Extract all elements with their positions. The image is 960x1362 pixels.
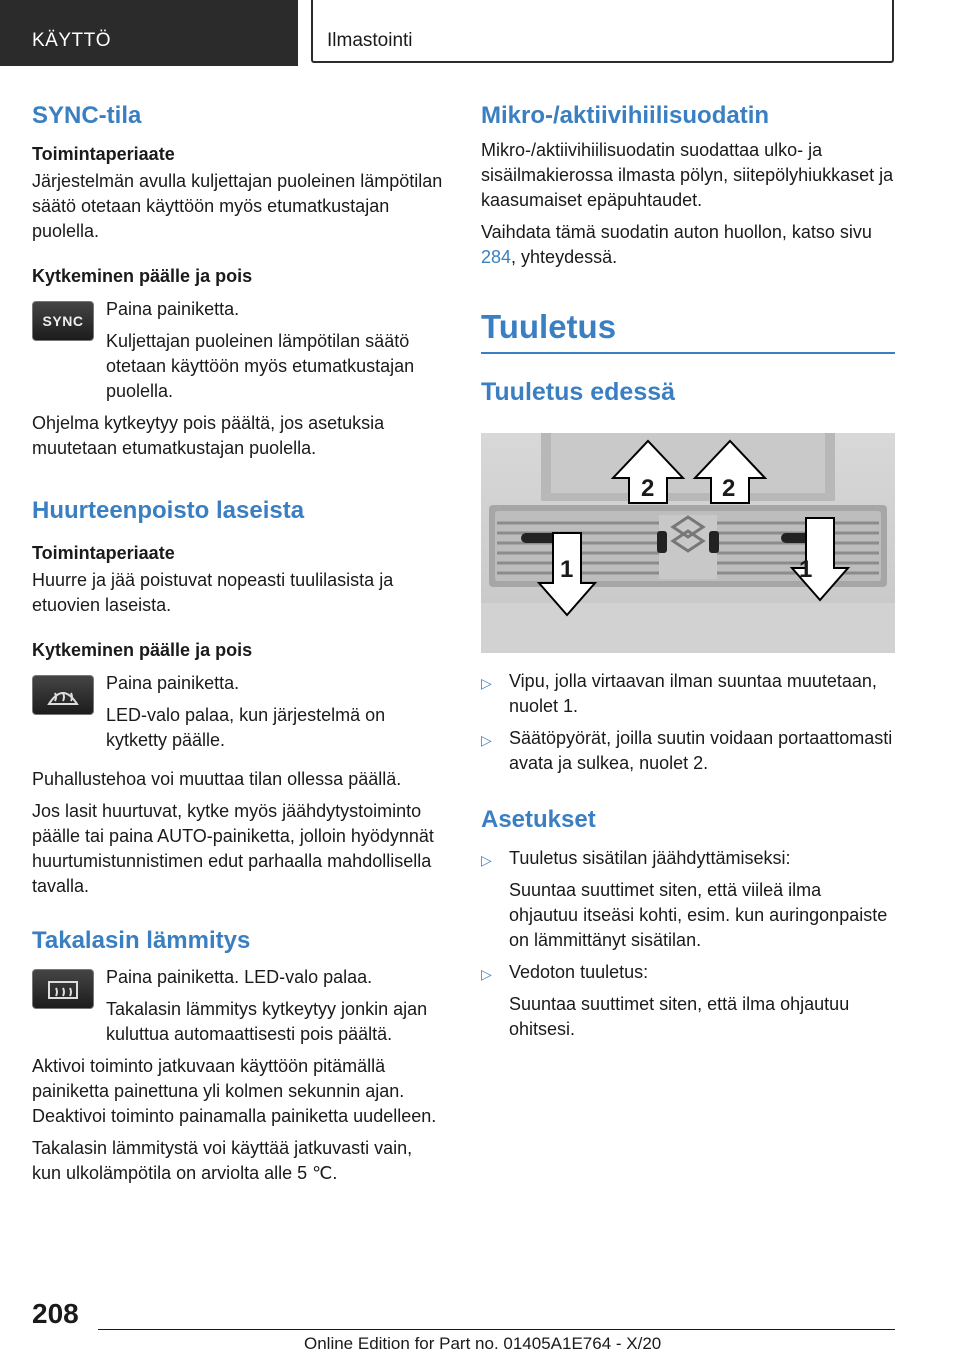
- rear-title: Takalasin lämmitys: [32, 927, 251, 954]
- sync-effect-text: Kuljettajan puoleinen lämpötilan säätö otetaan käyttöön myös etumatkustajan puolella.: [106, 331, 415, 401]
- sync-title: SYNC-tila: [32, 102, 142, 129]
- defrost-principle-text: Huurre ja jää poistuvat nopeasti tuulilasista ja etuovien laseista.: [32, 570, 394, 615]
- filter-text: Mikro-/aktiivihiilisuodatin suodattaa ulko- ja sisäilmakierossa ilmasta pölyn, siitepölyhiukkaset ja kaasumaiset epäpuhtaudet.: [481, 140, 894, 210]
- settings-detail: Suuntaa suuttimet siten, että ilma ohjautuu ohitsesi.: [509, 994, 850, 1039]
- filter-service-text: Vaihdata tämä suodatin auton huollon, katso sivu 284, yhteydessä.: [481, 222, 872, 267]
- windshield-defrost-icon: [32, 675, 94, 715]
- list-item: ▷ Vipu, jolla virtaavan ilman suuntaa muutetaan, nuolet 1.: [481, 671, 877, 716]
- sync-button-label: SYNC: [42, 313, 84, 329]
- footer-divider: [98, 1329, 895, 1330]
- defrost-led-text: LED-valo palaa, kun järjestelmä on kytketty päälle.: [106, 705, 386, 750]
- bullet-triangle-icon: ▷: [481, 852, 492, 868]
- section-tab: [0, 0, 298, 66]
- sync-press-text: Paina painiketta.: [106, 299, 240, 319]
- defrost-button-block: [32, 671, 446, 753]
- section-label: KÄYTTÖ: [32, 30, 112, 51]
- defrost-tip-text: Jos lasit huurtuvat, kytke myös jäähdytystoiminto päälle tai paina AUTO-painiketta, jolloin hyödynnät huurtumistunnistimen edut parhaalla mahdollisella tavalla.: [32, 801, 434, 896]
- filter-title: Mikro-/aktiivihiilisuodatin: [481, 102, 770, 129]
- settings-list: [481, 846, 895, 1042]
- settings-detail: Suuntaa suuttimet siten, että viileä ilma ohjautuu itseäsi kohti, esim. kun auringonpaiste on lämmittänyt sisätilan.: [509, 880, 888, 950]
- sync-button-block: [32, 297, 446, 404]
- rear-button-block: [32, 965, 446, 1047]
- callout-1-left: 1: [560, 556, 574, 583]
- chapter-tab: [311, 0, 894, 63]
- footer-edition: Online Edition for Part no. 01405A1E764 - X/20: [304, 1334, 662, 1353]
- rear-continuous-text: Aktivoi toiminto jatkuvaan käyttöön pitämällä painiketta painettuna yli kolmen sekunnin ajan. Deaktivoi toiminto painamalla painiketta uudelleen.: [32, 1056, 437, 1126]
- list-item: ▷ Tuuletus sisätilan jäähdyttämiseksi: Suuntaa suuttimet siten, että viileä ilma ohjautuu itseäsi kohti, esim. kun auringonpaiste on lämmittänyt sisätilan.: [481, 846, 895, 953]
- callout-1-right: 1: [799, 556, 813, 583]
- bullet-triangle-icon: ▷: [481, 675, 492, 691]
- defrost-press-text: Paina painiketta.: [106, 673, 240, 693]
- chapter-label: Ilmastointi: [327, 30, 413, 51]
- bullet-triangle-icon: ▷: [481, 966, 492, 982]
- rear-auto-text: Takalasin lämmitys kytkeytyy jonkin ajan kuluttua automaattisesti pois päältä.: [106, 999, 428, 1044]
- rear-window-heating-icon: [32, 969, 94, 1009]
- bullet-triangle-icon: ▷: [481, 732, 492, 748]
- sync-switch-heading: Kytkeminen päälle ja pois: [32, 266, 253, 286]
- list-item: ▷ Vedoton tuuletus: Suuntaa suuttimet siten, että ilma ohjautuu ohitsesi.: [481, 960, 895, 1042]
- front-ventilation-title: Tuuletus edessä: [481, 378, 676, 406]
- left-column: [32, 100, 446, 1186]
- sync-note-text: Ohjelma kytkeytyy pois päältä, jos asetuksia muutetaan etumatkustajan puolella.: [32, 413, 385, 458]
- right-column: [481, 100, 895, 1042]
- callout-2-left: 2: [641, 475, 655, 502]
- defrost-fan-text: Puhallustehoa voi muuttaa tilan ollessa päällä.: [32, 769, 402, 789]
- ventilation-main-title: Tuuletus: [481, 308, 895, 354]
- sync-principle-text: Järjestelmän avulla kuljettajan puoleinen lämpötilan säätö otetaan käyttöön myös etumatkustajan puolella.: [32, 171, 443, 241]
- callout-2-right: 2: [722, 475, 736, 502]
- sync-button-image: [32, 301, 94, 341]
- settings-title: Asetukset: [481, 806, 596, 833]
- list-item: ▷ Säätöpyörät, joilla suutin voidaan portaattomasti avata ja sulkea, nuolet 2.: [481, 728, 893, 773]
- page-reference-link[interactable]: 284: [481, 247, 512, 267]
- page-header: [0, 0, 960, 66]
- page-number: 208: [32, 1298, 79, 1329]
- defrost-switch-heading: Kytkeminen päälle ja pois: [32, 640, 253, 660]
- rear-limit-text: Takalasin lämmitystä voi käyttää jatkuvasti vain, kun ulkolämpötila on arviolta alle 5 ℃.: [32, 1138, 413, 1183]
- front-vents-photo: [481, 433, 895, 653]
- defrost-principle-heading: Toimintaperiaate: [32, 543, 175, 563]
- defrost-title: Huurteenpoisto laseista: [32, 497, 305, 524]
- vent-items-list: [481, 669, 895, 776]
- sync-principle-heading: Toimintaperiaate: [32, 144, 175, 164]
- rear-press-text: Paina painiketta. LED-valo palaa.: [106, 967, 373, 987]
